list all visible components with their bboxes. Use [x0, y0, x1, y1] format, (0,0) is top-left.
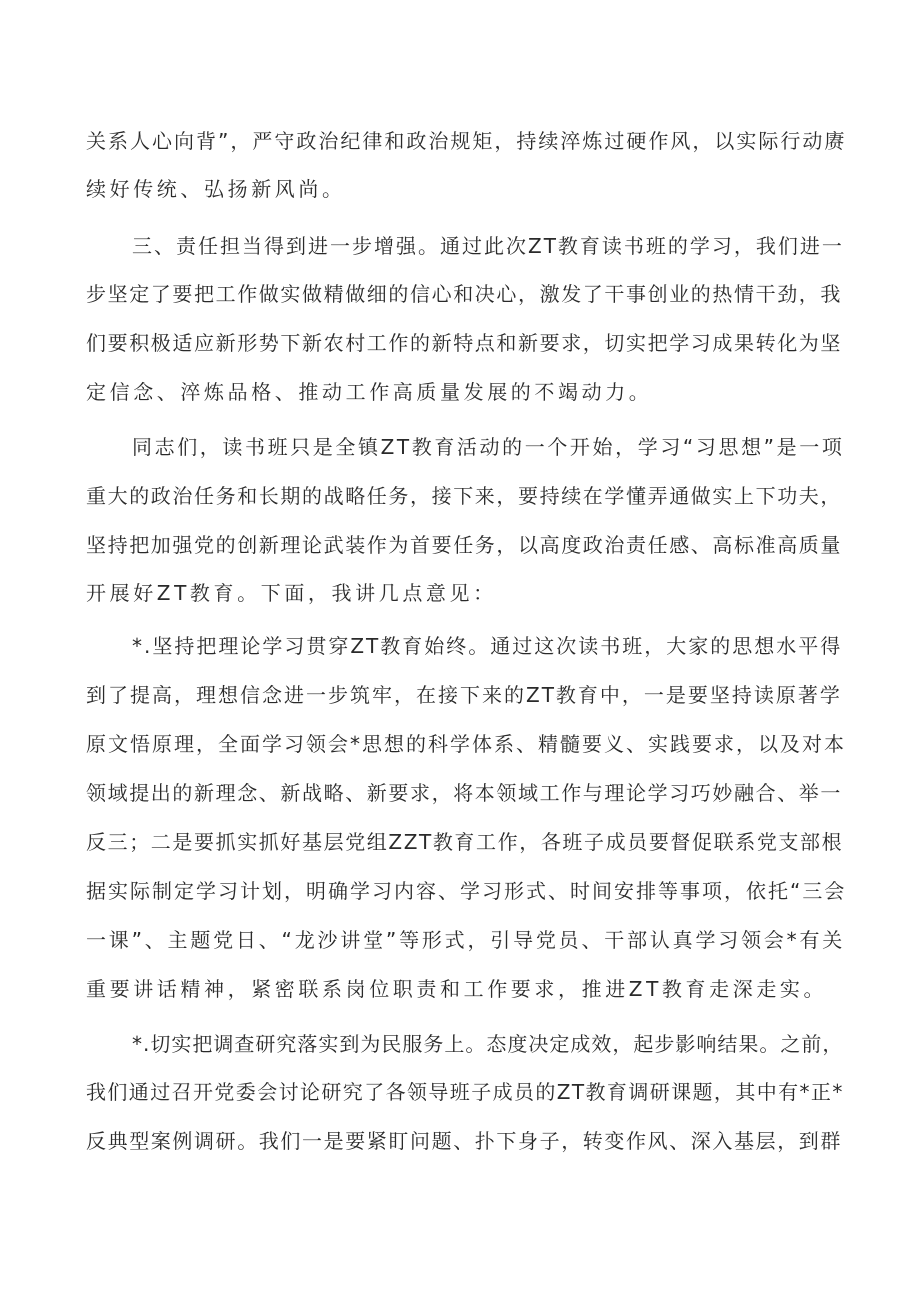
paragraph-2-line-3: 们要积极适应新形势下新农村工作的新特点和新要求，切实把学习成果转化为坚 [86, 331, 842, 355]
paragraph-2-line-1: 三、责任担当得到进一步增强。通过此次ZT教育读书班的学习，我们进一 [132, 234, 844, 258]
paragraph-4-line-5: 反三；二是要抓实抓好基层党组ZZT教育工作，各班子成员要督促联系党支部根 [86, 830, 844, 854]
paragraph-4-line-4: 领域提出的新理念、新战略、新要求，将本领域工作与理论学习巧妙融合、举一 [86, 781, 842, 805]
paragraph-1-line-1: 关系人心向背”，严守政治纪律和政治规矩，持续淬炼过硬作风，以实际行动赓 [86, 129, 847, 153]
paragraph-4-line-2: 到了提高，理想信念进一步筑牢，在接下来的ZT教育中，一是要坚持读原著学 [86, 683, 842, 707]
paragraph-5-line-2: 我们通过召开党委会讨论研究了各领导班子成员的ZT教育调研课题，其中有*正* [86, 1080, 844, 1104]
paragraph-5-line-1: *.切实把调查研究落实到为民服务上。态度决定成效，起步影响结果。之前， [132, 1032, 844, 1056]
paragraph-5-line-3: 反典型案例调研。我们一是要紧盯问题、扑下身子，转变作风、深入基层，到群 [86, 1129, 842, 1153]
paragraph-4-line-6: 据实际制定学习计划，明确学习内容、学习形式、时间安排等事项，依托“三会 [86, 879, 847, 903]
paragraph-3-line-4: 开展好ZT教育。下面，我讲几点意见： [86, 581, 497, 605]
paragraph-3-line-2: 重大的政治任务和长期的战略任务，接下来，要持续在学懂弄通做实上下功夫， [86, 484, 842, 508]
paragraph-1-line-2: 续好传统、弘扬新风尚。 [86, 177, 346, 201]
paragraph-4-line-7: 一课”、主题党日、“龙沙讲堂”等形式，引导党员、干部认真学习领会*有关 [86, 928, 846, 952]
paragraph-4-line-3: 原文悟原理，全面学习领会*思想的科学体系、精髓要义、实践要求，以及对本 [86, 732, 846, 756]
paragraph-2-line-2: 步坚定了要把工作做实做精做细的信心和决心，激发了干事创业的热情干劲，我 [86, 282, 842, 306]
paragraph-4-line-1: *.坚持把理论学习贯穿ZT教育始终。通过这次读书班，大家的思想水平得 [132, 634, 843, 658]
paragraph-2-line-4: 定信念、淬炼品格、推动工作高质量发展的不竭动力。 [86, 380, 653, 404]
paragraph-4-line-8: 重要讲话精神，紧密联系岗位职责和工作要求，推进ZT教育走深走实。 [86, 977, 828, 1001]
paragraph-3-line-1: 同志们，读书班只是全镇ZT教育活动的一个开始，学习“习思想”是一项 [132, 435, 845, 459]
paragraph-3-line-3: 坚持把加强党的创新理论武装作为首要任务，以高度政治责任感、高标准高质量 [86, 533, 842, 557]
